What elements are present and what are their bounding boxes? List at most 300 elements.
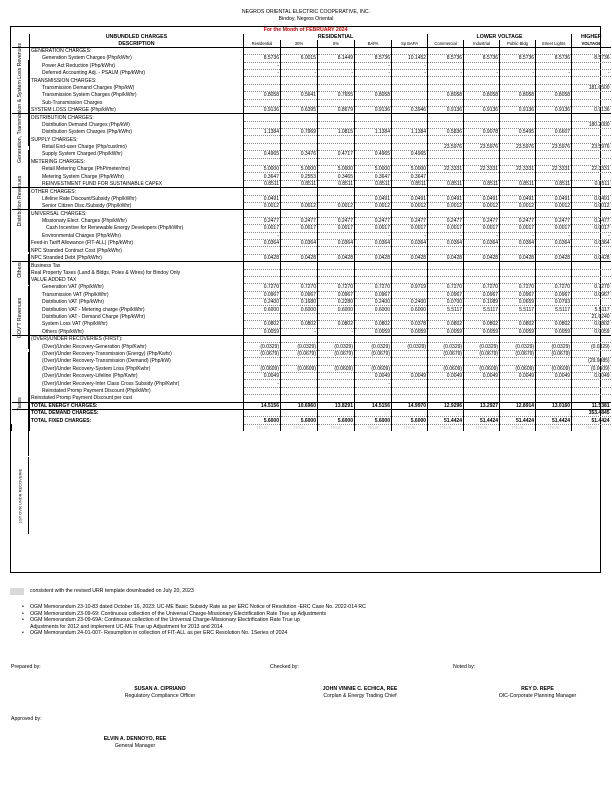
rate-cell: (0.0679) — [318, 350, 355, 357]
rate-cell: 0.9136 — [464, 106, 500, 113]
rate-cell: 0.8511 — [500, 180, 536, 187]
rate-cell: (0.0609) — [536, 365, 572, 372]
rate-cell: (0.0329) — [244, 343, 281, 350]
rate-cell — [318, 84, 355, 91]
rate-cell — [428, 136, 464, 143]
rate-cell — [281, 143, 318, 150]
rate-cell: 0.9136 — [428, 106, 464, 113]
rate-cell: 0.8511 — [428, 180, 464, 187]
row-label: Business Tax — [30, 262, 244, 269]
rate-cell — [244, 158, 281, 165]
noted-name: REY D. REPE — [521, 686, 554, 692]
rate-cell — [244, 99, 281, 106]
rate-cell — [392, 350, 428, 357]
rate-cell — [464, 269, 500, 276]
rate-cell — [318, 232, 355, 239]
rate-cell — [428, 247, 464, 254]
rate-cell — [500, 121, 536, 128]
notes-list — [22, 604, 366, 637]
row-label: Power Act Reduction (Php/kWhr) — [30, 62, 244, 69]
rate-cell — [464, 136, 500, 143]
rate-cell — [281, 158, 318, 165]
rate-cell: 10.6960 — [281, 402, 318, 409]
rate-cell — [536, 247, 572, 254]
table-row — [12, 395, 611, 402]
rate-cell — [572, 262, 611, 269]
rate-cell: 0.0059 — [464, 328, 500, 335]
company-name: NEGROS ORIENTAL ELECTRIC COOPERATIVE, INC. — [241, 9, 371, 15]
row-label: Retail End-user Charge (Php/cust/mo) — [30, 143, 244, 150]
rate-cell: 0.6607 — [536, 129, 572, 136]
rate-cell: - — [392, 232, 428, 239]
rate-cell: (0.0609) — [464, 365, 500, 372]
rate-cell: 0.9136 — [355, 106, 392, 113]
row-label: UNIVERSAL CHARGES: — [30, 210, 244, 217]
column-subheader: Public Bldg — [500, 40, 536, 47]
row-label: Reinstated Promp Payment Discount (Php/kWhr) — [30, 387, 244, 394]
table-row — [12, 232, 611, 239]
table-row — [12, 173, 611, 180]
rate-cell — [355, 276, 392, 283]
rate-cell — [428, 173, 464, 180]
rate-cell: 0.0059 — [500, 328, 536, 335]
rate-cell: 0.0967 — [428, 291, 464, 298]
rate-cell — [244, 358, 281, 365]
rate-cell: 0.0364 — [392, 239, 428, 246]
section-label — [12, 352, 29, 456]
rate-cell: 0.0491 — [536, 195, 572, 202]
legend-text: consistent with the revised URR template downloaded on July 20, 2023 — [30, 588, 194, 594]
row-label: TOTAL ENERGY CHARGES: — [30, 402, 244, 409]
rate-cell — [281, 114, 318, 121]
note-text: OGM Memorandum 24-01-007- Resumption in collection of FIT-ALL as per ERC Resolution No. 1Series of 2024 — [30, 630, 288, 636]
rate-cell: (0.0329) — [392, 343, 428, 350]
rate-cell — [392, 77, 428, 84]
rate-cell — [428, 276, 464, 283]
rate-cell — [244, 313, 281, 320]
rate-cell: 0.0967 — [536, 291, 572, 298]
table-row — [12, 99, 611, 106]
section-label — [12, 457, 29, 534]
rate-cell: 8.5736 — [464, 55, 500, 62]
rate-cell — [318, 136, 355, 143]
rate-cell — [464, 121, 500, 128]
rate-cell: 0.0017 — [244, 225, 281, 232]
rate-cell: 0.7270 — [428, 284, 464, 291]
rate-cell — [464, 173, 500, 180]
rate-cell: 0.0802 — [244, 321, 281, 328]
rate-cell: 8.5736 — [536, 55, 572, 62]
rate-cell — [464, 262, 500, 269]
rate-cell: 0.1680 — [281, 299, 318, 306]
rate-cell — [500, 276, 536, 283]
rate-cell: 0.8058 — [244, 92, 281, 99]
column-subheader: BAPA — [355, 40, 392, 47]
row-label: NPC Stranded Contract Cost (Php/kWhr) — [30, 247, 244, 254]
rate-cell: 1.0815 — [318, 129, 355, 136]
note-item — [22, 630, 366, 637]
rate-cell: 23.5976 — [572, 143, 611, 150]
rate-cell — [281, 77, 318, 84]
row-label: Generation System Charges (Php/kWhr) — [30, 55, 244, 62]
rate-cell: 0.6000 — [281, 306, 318, 313]
rate-cell — [464, 62, 500, 69]
table-row — [12, 306, 611, 313]
rate-cell: 0.0012 — [244, 202, 281, 209]
row-label: (Over)/Under Recovery-Transmission (Energy) (Php/Kwhr) — [30, 350, 244, 357]
rate-cell — [318, 372, 355, 379]
rate-cell: 0.0012 — [281, 202, 318, 209]
noted-label: Noted by: — [453, 664, 476, 670]
rate-cell — [500, 77, 536, 84]
rate-cell — [572, 158, 611, 165]
rate-cell: 0.2553 — [281, 173, 318, 180]
rate-cell — [281, 276, 318, 283]
rate-cell — [464, 247, 500, 254]
true-flag: TRUE — [464, 424, 500, 431]
rate-cell — [318, 380, 355, 387]
rate-cell — [281, 47, 318, 54]
table-row — [12, 136, 611, 143]
rate-cell: 0.0049 — [536, 372, 572, 379]
rate-cell — [318, 195, 355, 202]
section-label-text: Others — [17, 261, 23, 278]
rate-cell: 0.8058 — [428, 92, 464, 99]
rate-cell: 23.5976 — [536, 143, 572, 150]
rate-cell — [355, 387, 392, 394]
rate-cell: (0.0329) — [536, 343, 572, 350]
rate-cell: 0.0059 — [428, 328, 464, 335]
rate-cell — [428, 121, 464, 128]
rate-cell — [428, 262, 464, 269]
table-row — [12, 239, 611, 246]
rate-cell: 0.0059 — [536, 328, 572, 335]
rate-cell: 0.0802 — [318, 321, 355, 328]
row-label: Generation VAT (Php/kWhr) — [30, 284, 244, 291]
rate-cell: 21.6240 — [572, 313, 611, 320]
rate-cell — [464, 336, 500, 343]
rate-cell — [428, 380, 464, 387]
rate-cell — [464, 210, 500, 217]
approved-block — [75, 736, 195, 750]
rate-cell: 0.9078 — [464, 129, 500, 136]
checked-block — [285, 686, 435, 700]
row-label: (Over)/Under Recovery-Transmission (Demand) (Php/kW) — [30, 358, 244, 365]
rate-cell: 5.5117 — [464, 306, 500, 313]
rate-cell — [318, 62, 355, 69]
rate-cell — [318, 409, 355, 416]
rate-cell: 0.5641 — [281, 92, 318, 99]
rate-cell — [392, 188, 428, 195]
rate-cell: 0.0017 — [392, 225, 428, 232]
rate-cell — [355, 210, 392, 217]
rate-cell: 22.3331 — [428, 166, 464, 173]
rate-cell — [355, 269, 392, 276]
rate-cell: 0.0802 — [464, 321, 500, 328]
rate-cell: - — [428, 232, 464, 239]
rate-cell: 0.4965 — [244, 151, 281, 158]
rate-cell: 0.0364 — [244, 239, 281, 246]
rate-cell: (0.0679) — [244, 350, 281, 357]
rate-cell — [392, 143, 428, 150]
company-location: Bindoy, Negros Oriental — [278, 16, 334, 22]
rate-cell — [281, 336, 318, 343]
rate-cell: 5.6000 — [392, 417, 428, 424]
rate-cell — [355, 47, 392, 54]
rate-cell — [500, 114, 536, 121]
rate-cell — [464, 395, 500, 402]
rate-cell: 0.0049 — [464, 372, 500, 379]
rate-cell: (0.0609) — [244, 365, 281, 372]
rate-cell: 0.3647 — [392, 173, 428, 180]
noted-title: OIC-Corporate Planning Manager — [498, 693, 577, 699]
rate-cell — [428, 158, 464, 165]
rate-cell: 14.5156 — [355, 402, 392, 409]
rate-cell — [536, 151, 572, 158]
rate-cell: - — [355, 380, 392, 387]
rate-cell: (0.0329) — [428, 343, 464, 350]
rate-cell — [500, 247, 536, 254]
note-text: OGM Memorandum 23-09-69A: Continuous collection of the Universal Charge-Missionary Electrification Rate True up — [30, 617, 300, 623]
rate-cell — [428, 313, 464, 320]
rate-cell — [318, 99, 355, 106]
rate-cell — [244, 77, 281, 84]
table-row — [12, 254, 611, 261]
column-subheader: Residential — [244, 40, 281, 47]
rate-cell — [244, 387, 281, 394]
rate-cell: 0.3476 — [281, 151, 318, 158]
rate-cell — [318, 269, 355, 276]
table-row — [12, 343, 611, 350]
row-label: Distribution VAT - Demand Charge (Php/kWhr) — [30, 313, 244, 320]
rate-cell: 0.4965 — [355, 151, 392, 158]
row-label: NPC Stranded Debt (Php/kWhr) — [30, 254, 244, 261]
rate-cell: 0.0364 — [500, 239, 536, 246]
rate-cell — [281, 372, 318, 379]
rate-cell — [355, 409, 392, 416]
rate-cell — [281, 99, 318, 106]
rate-cell — [281, 387, 318, 394]
table-row — [12, 350, 611, 357]
row-label: System Loss VAT (Php/kWhr) — [30, 321, 244, 328]
rate-cell — [355, 262, 392, 269]
rate-cell: (0.0679) — [500, 350, 536, 357]
rate-cell: 0.0059 — [244, 328, 281, 335]
rate-cell: 0.0364 — [355, 239, 392, 246]
column-subheader: VOLTAGE — [572, 40, 611, 47]
rate-cell: 0.0017 — [281, 225, 318, 232]
rate-cell — [281, 121, 318, 128]
rate-cell — [244, 84, 281, 91]
rate-cell — [500, 173, 536, 180]
rate-cell: 0.0491 — [244, 195, 281, 202]
section-label-text: Generation, Transmission & System Loss Revenues — [17, 43, 23, 163]
row-label: SUPPLY CHARGES: — [30, 136, 244, 143]
rate-cell — [500, 158, 536, 165]
rate-cell — [428, 395, 464, 402]
prepared-title: Regulatory Compliance Officer — [124, 693, 196, 699]
rate-cell: (0.0609) — [355, 365, 392, 372]
rate-cell — [318, 47, 355, 54]
rate-cell — [536, 276, 572, 283]
rate-cell — [355, 336, 392, 343]
rate-cell — [572, 92, 611, 99]
table-row — [12, 129, 611, 136]
rate-cell: 0.8511 — [464, 180, 500, 187]
rate-cell: 0.0059 — [392, 328, 428, 335]
rate-cell: 22.3331 — [536, 166, 572, 173]
rate-cell — [572, 210, 611, 217]
rate-cell — [500, 358, 536, 365]
rate-cell: 0.0012 — [572, 202, 611, 209]
rate-cell: 5.6000 — [281, 417, 318, 424]
rate-cell: 0.0428 — [464, 254, 500, 261]
rate-cell — [428, 387, 464, 394]
rate-cell: 0.7270 — [536, 284, 572, 291]
table-row — [12, 284, 611, 291]
table-row — [12, 210, 611, 217]
rate-cell: 22.3331 — [572, 166, 611, 173]
rate-cell: 8.5736 — [244, 55, 281, 62]
rate-cell: 0.0012 — [536, 202, 572, 209]
rate-cell — [318, 143, 355, 150]
description-header: DESCRIPTION — [30, 40, 244, 47]
rate-cell — [318, 158, 355, 165]
rate-cell: 0.0967 — [281, 291, 318, 298]
rate-cell: 23.5976 — [464, 143, 500, 150]
rate-cell: (0.0329) — [572, 343, 611, 350]
row-label: Environmental Charges (Php/kWhr) — [30, 232, 244, 239]
rate-cell: 5.6000 — [244, 417, 281, 424]
rate-cell — [500, 395, 536, 402]
rate-cell: 5.0000 — [392, 166, 428, 173]
rate-cell — [536, 114, 572, 121]
rate-cell — [536, 313, 572, 320]
rate-cell — [244, 409, 281, 416]
rate-cell: 0.9719 — [392, 284, 428, 291]
table-row — [12, 372, 611, 379]
rate-cell — [392, 269, 428, 276]
row-label: GENERATION CHARGES: — [30, 47, 244, 54]
rate-cell — [281, 84, 318, 91]
true-flag: TRUE — [244, 424, 281, 431]
rate-cell: 5.0000 — [355, 166, 392, 173]
table-row — [12, 77, 611, 84]
rate-cell — [572, 276, 611, 283]
rate-cell: 0.0428 — [244, 254, 281, 261]
rate-cell — [500, 62, 536, 69]
rate-cell: 12.8914 — [500, 402, 536, 409]
rate-cell — [355, 121, 392, 128]
section-label — [12, 254, 29, 285]
rate-cell: 0.0428 — [428, 254, 464, 261]
rate-cell: (0.0679) — [281, 350, 318, 357]
bullet-icon: • — [22, 604, 24, 610]
rate-cell: 0.0428 — [392, 254, 428, 261]
rate-cell: - — [244, 69, 281, 76]
rate-cell — [500, 84, 536, 91]
rate-cell — [500, 387, 536, 394]
rate-cell: 51.4424 — [572, 417, 611, 424]
table-row — [12, 62, 611, 69]
row-label: SYSTEM LOSS CHARGE (Php/kWhr) — [30, 106, 244, 113]
rate-cell — [572, 299, 611, 306]
rate-cell — [244, 136, 281, 143]
rate-cell — [500, 313, 536, 320]
table-row — [12, 313, 611, 320]
rate-cell: 0.0364 — [318, 239, 355, 246]
rate-cell: (0.0679) — [355, 350, 392, 357]
rate-cell — [428, 151, 464, 158]
rate-cell: 0.0967 — [244, 291, 281, 298]
table-row — [12, 358, 611, 365]
rate-cell: 0.8058 — [536, 92, 572, 99]
rate-cell — [281, 195, 318, 202]
rate-cell: 5.0000 — [244, 166, 281, 173]
rate-cell — [244, 276, 281, 283]
rate-cell — [244, 247, 281, 254]
rate-cell — [464, 151, 500, 158]
rate-cell: - — [355, 232, 392, 239]
rate-cell — [355, 99, 392, 106]
rate-cell: 8.5736 — [572, 55, 611, 62]
rate-cell: - — [392, 62, 428, 69]
rate-cell — [392, 136, 428, 143]
row-label: TOTAL DEMAND CHARGES: — [30, 409, 244, 416]
rate-cell: 0.2477 — [244, 217, 281, 224]
rate-cell — [572, 380, 611, 387]
residential-header: RESIDENTIAL — [244, 34, 428, 40]
rate-cell — [464, 276, 500, 283]
table-row — [12, 47, 611, 54]
row-label: Transmission VAT (Php/kWhr) — [30, 291, 244, 298]
rate-cell — [428, 269, 464, 276]
rate-cell: 0.0017 — [536, 225, 572, 232]
true-flag: TRUE — [281, 424, 318, 431]
rate-cell: 0.0491 — [355, 195, 392, 202]
table-row — [12, 291, 611, 298]
rate-cell: (0.0609) — [428, 365, 464, 372]
column-subheader: Sp BAPA — [392, 40, 428, 47]
rate-cell — [392, 99, 428, 106]
rate-cell: 0.0364 — [464, 239, 500, 246]
rate-cell: 0.2477 — [464, 217, 500, 224]
rate-cell — [244, 121, 281, 128]
rate-cell: 1.1384 — [392, 129, 428, 136]
rate-cell — [536, 77, 572, 84]
row-label: Transmission System Charges (Php/kWhr) — [30, 92, 244, 99]
approved-name: ELVIN A. DENNOYO, REE — [103, 736, 167, 742]
rate-cell: 0.0364 — [281, 239, 318, 246]
rates-table — [11, 34, 611, 431]
rate-cell — [392, 158, 428, 165]
rate-cell: 0.0059 — [572, 328, 611, 335]
rate-cell: 23.5976 — [500, 143, 536, 150]
table-row — [12, 380, 611, 387]
rate-cell — [244, 336, 281, 343]
rate-cell — [428, 409, 464, 416]
rate-cell: 0.0802 — [428, 321, 464, 328]
rate-cell: - — [428, 69, 464, 76]
rate-cell: 0.3647 — [355, 173, 392, 180]
rate-cell: 181.6500 — [572, 84, 611, 91]
rate-cell: 0.0012 — [428, 202, 464, 209]
table-row — [12, 188, 611, 195]
rate-cell: 0.6000 — [392, 306, 428, 313]
section-label-text: Taxes — [17, 397, 23, 411]
rate-cell: 0.0700 — [428, 299, 464, 306]
rate-cell — [428, 188, 464, 195]
